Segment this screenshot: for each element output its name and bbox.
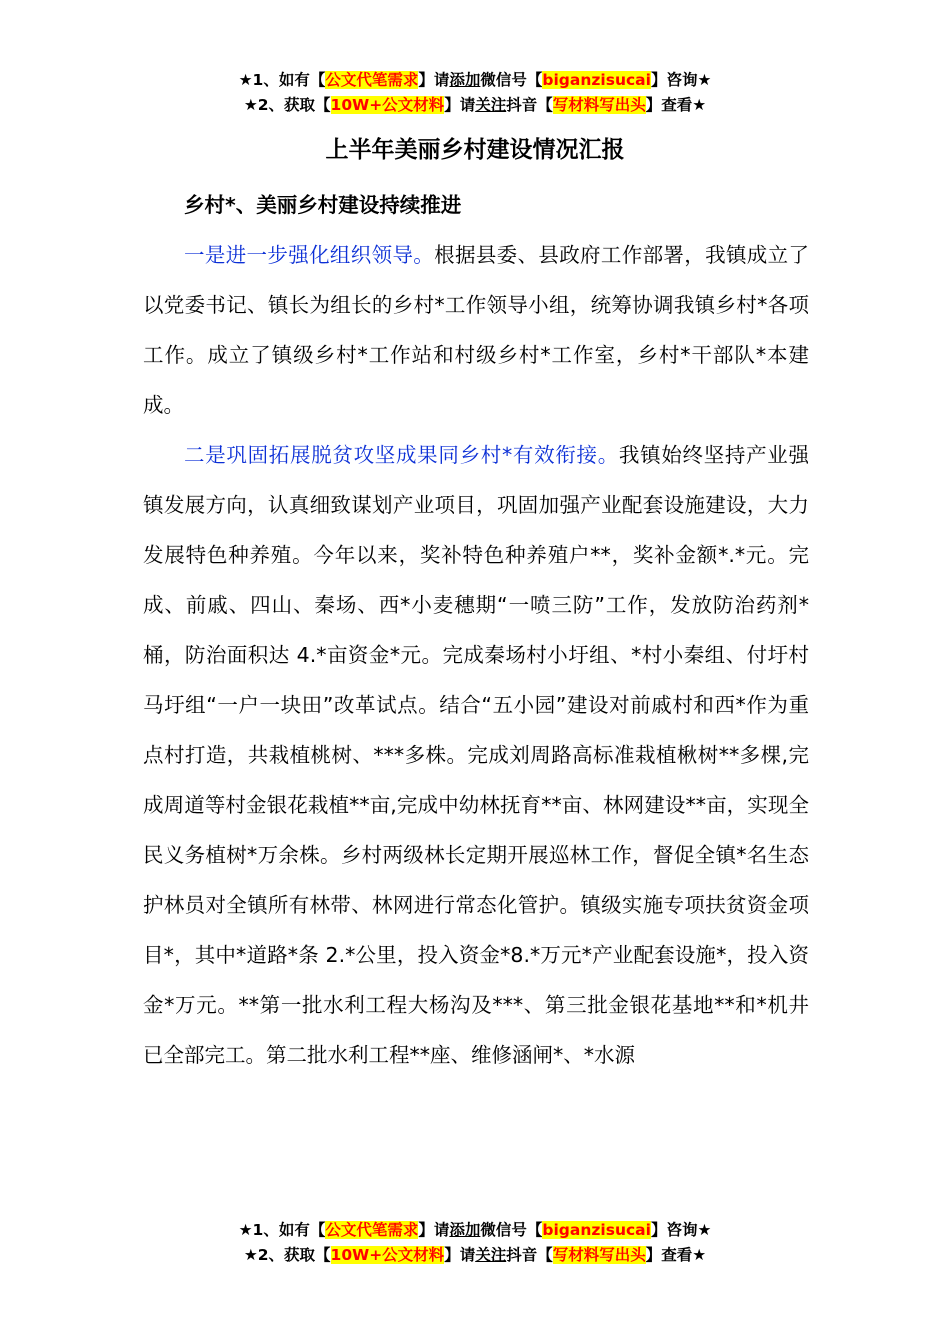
paragraph-2: [143, 430, 809, 1080]
banner-text: 】咨询★: [650, 1221, 712, 1239]
banner-line-2: [0, 1243, 950, 1268]
banner-highlight: 公文代笔需求: [325, 1221, 419, 1239]
document-body: [143, 180, 809, 1080]
banner-text: 抖音【: [506, 96, 553, 114]
banner-text: 】请: [444, 96, 476, 114]
paragraph-text: 我镇始终坚持产业强镇发展方向，认真细致谋划产业项目，巩固加强产业配套设施建设，大力发展特色种养殖。今年以来，奖补特色种养殖户**，奖补金额*.*元。完成、前戚、四山、秦场、西*小麦穗期“一喷三防”工作，发放防治药剂*桶，防治面积达 4.*亩资金*元。完成秦场村小圩组、*村小秦组、付圩村马圩组“一户一块田”改革试点。结合“五小园”建设对前戚村和西*作为重点村打造，共栽植桃树、***多株。完成刘周路高标准栽植楸树**多棵,完成周道等村金银花栽植**亩,完成中幼林抚育**亩、林网建设**亩，实现全民义务植树*万余株。乡村两级林长定期开展巡林工作，督促全镇*名生态护林员对全镇所有林带、林网进行常态化管护。镇级实施专项扶贫资金项目*，其中*道路*条 2.*公里，投入资金*8.*万元*产业配套设施*，投入资金*万元。**第一批水利工程大杨沟及***、第三批金银花基地**和*机井已全部完工。第二批水利工程**座、维修涵闸*、*水源: [143, 443, 810, 1067]
banner-text: 】请: [418, 1221, 450, 1239]
section-heading: 乡村*、美丽乡村建设持续推进: [184, 193, 462, 217]
banner-line-1: [0, 68, 950, 93]
banner-text: 】查看★: [645, 96, 707, 114]
banner-underline-text: 关注: [475, 96, 507, 114]
bottom-banner: [0, 1218, 950, 1268]
banner-underline-text: 添加: [449, 1221, 481, 1239]
banner-text: 】查看★: [645, 1246, 707, 1264]
banner-highlight: 写材料写出头: [552, 1246, 646, 1264]
banner-highlight: 10W+公文材料: [330, 1246, 445, 1264]
banner-highlight: biganzisucai: [542, 71, 651, 89]
banner-text: ★2、获取【: [243, 1246, 331, 1264]
paragraph-1: [143, 230, 809, 430]
banner-highlight: 写材料写出头: [552, 96, 646, 114]
paragraph-lead: 一是进一步强化组织领导。: [184, 243, 435, 267]
banner-line-2: [0, 93, 950, 118]
banner-text: 微信号【: [480, 1221, 543, 1239]
banner-text: ★2、获取【: [243, 96, 331, 114]
banner-text: 】请: [418, 71, 450, 89]
banner-text: 微信号【: [480, 71, 543, 89]
banner-text: 抖音【: [506, 1246, 553, 1264]
banner-highlight: 10W+公文材料: [330, 96, 445, 114]
banner-highlight: 公文代笔需求: [325, 71, 419, 89]
banner-underline-text: 添加: [449, 71, 481, 89]
paragraph-lead: 二是巩固拓展脱贫攻坚成果同乡村*有效衔接。: [184, 443, 619, 467]
banner-text: ★1、如有【: [238, 1221, 326, 1239]
banner-line-1: [0, 1218, 950, 1243]
banner-text: 】请: [444, 1246, 476, 1264]
top-banner: [0, 68, 950, 118]
document-title: 上半年美丽乡村建设情况汇报: [325, 137, 625, 163]
banner-highlight: biganzisucai: [542, 1221, 651, 1239]
banner-text: 】咨询★: [650, 71, 712, 89]
banner-underline-text: 关注: [475, 1246, 507, 1264]
paragraph-text: 根据县委、县政府工作部署，我镇成立了以党委书记、镇长为组长的乡村*工作领导小组，统筹协调我镇乡村*各项工作。成立了镇级乡村*工作站和村级乡村*工作室，乡村*干部队*本建成。: [143, 243, 810, 417]
banner-text: ★1、如有【: [238, 71, 326, 89]
